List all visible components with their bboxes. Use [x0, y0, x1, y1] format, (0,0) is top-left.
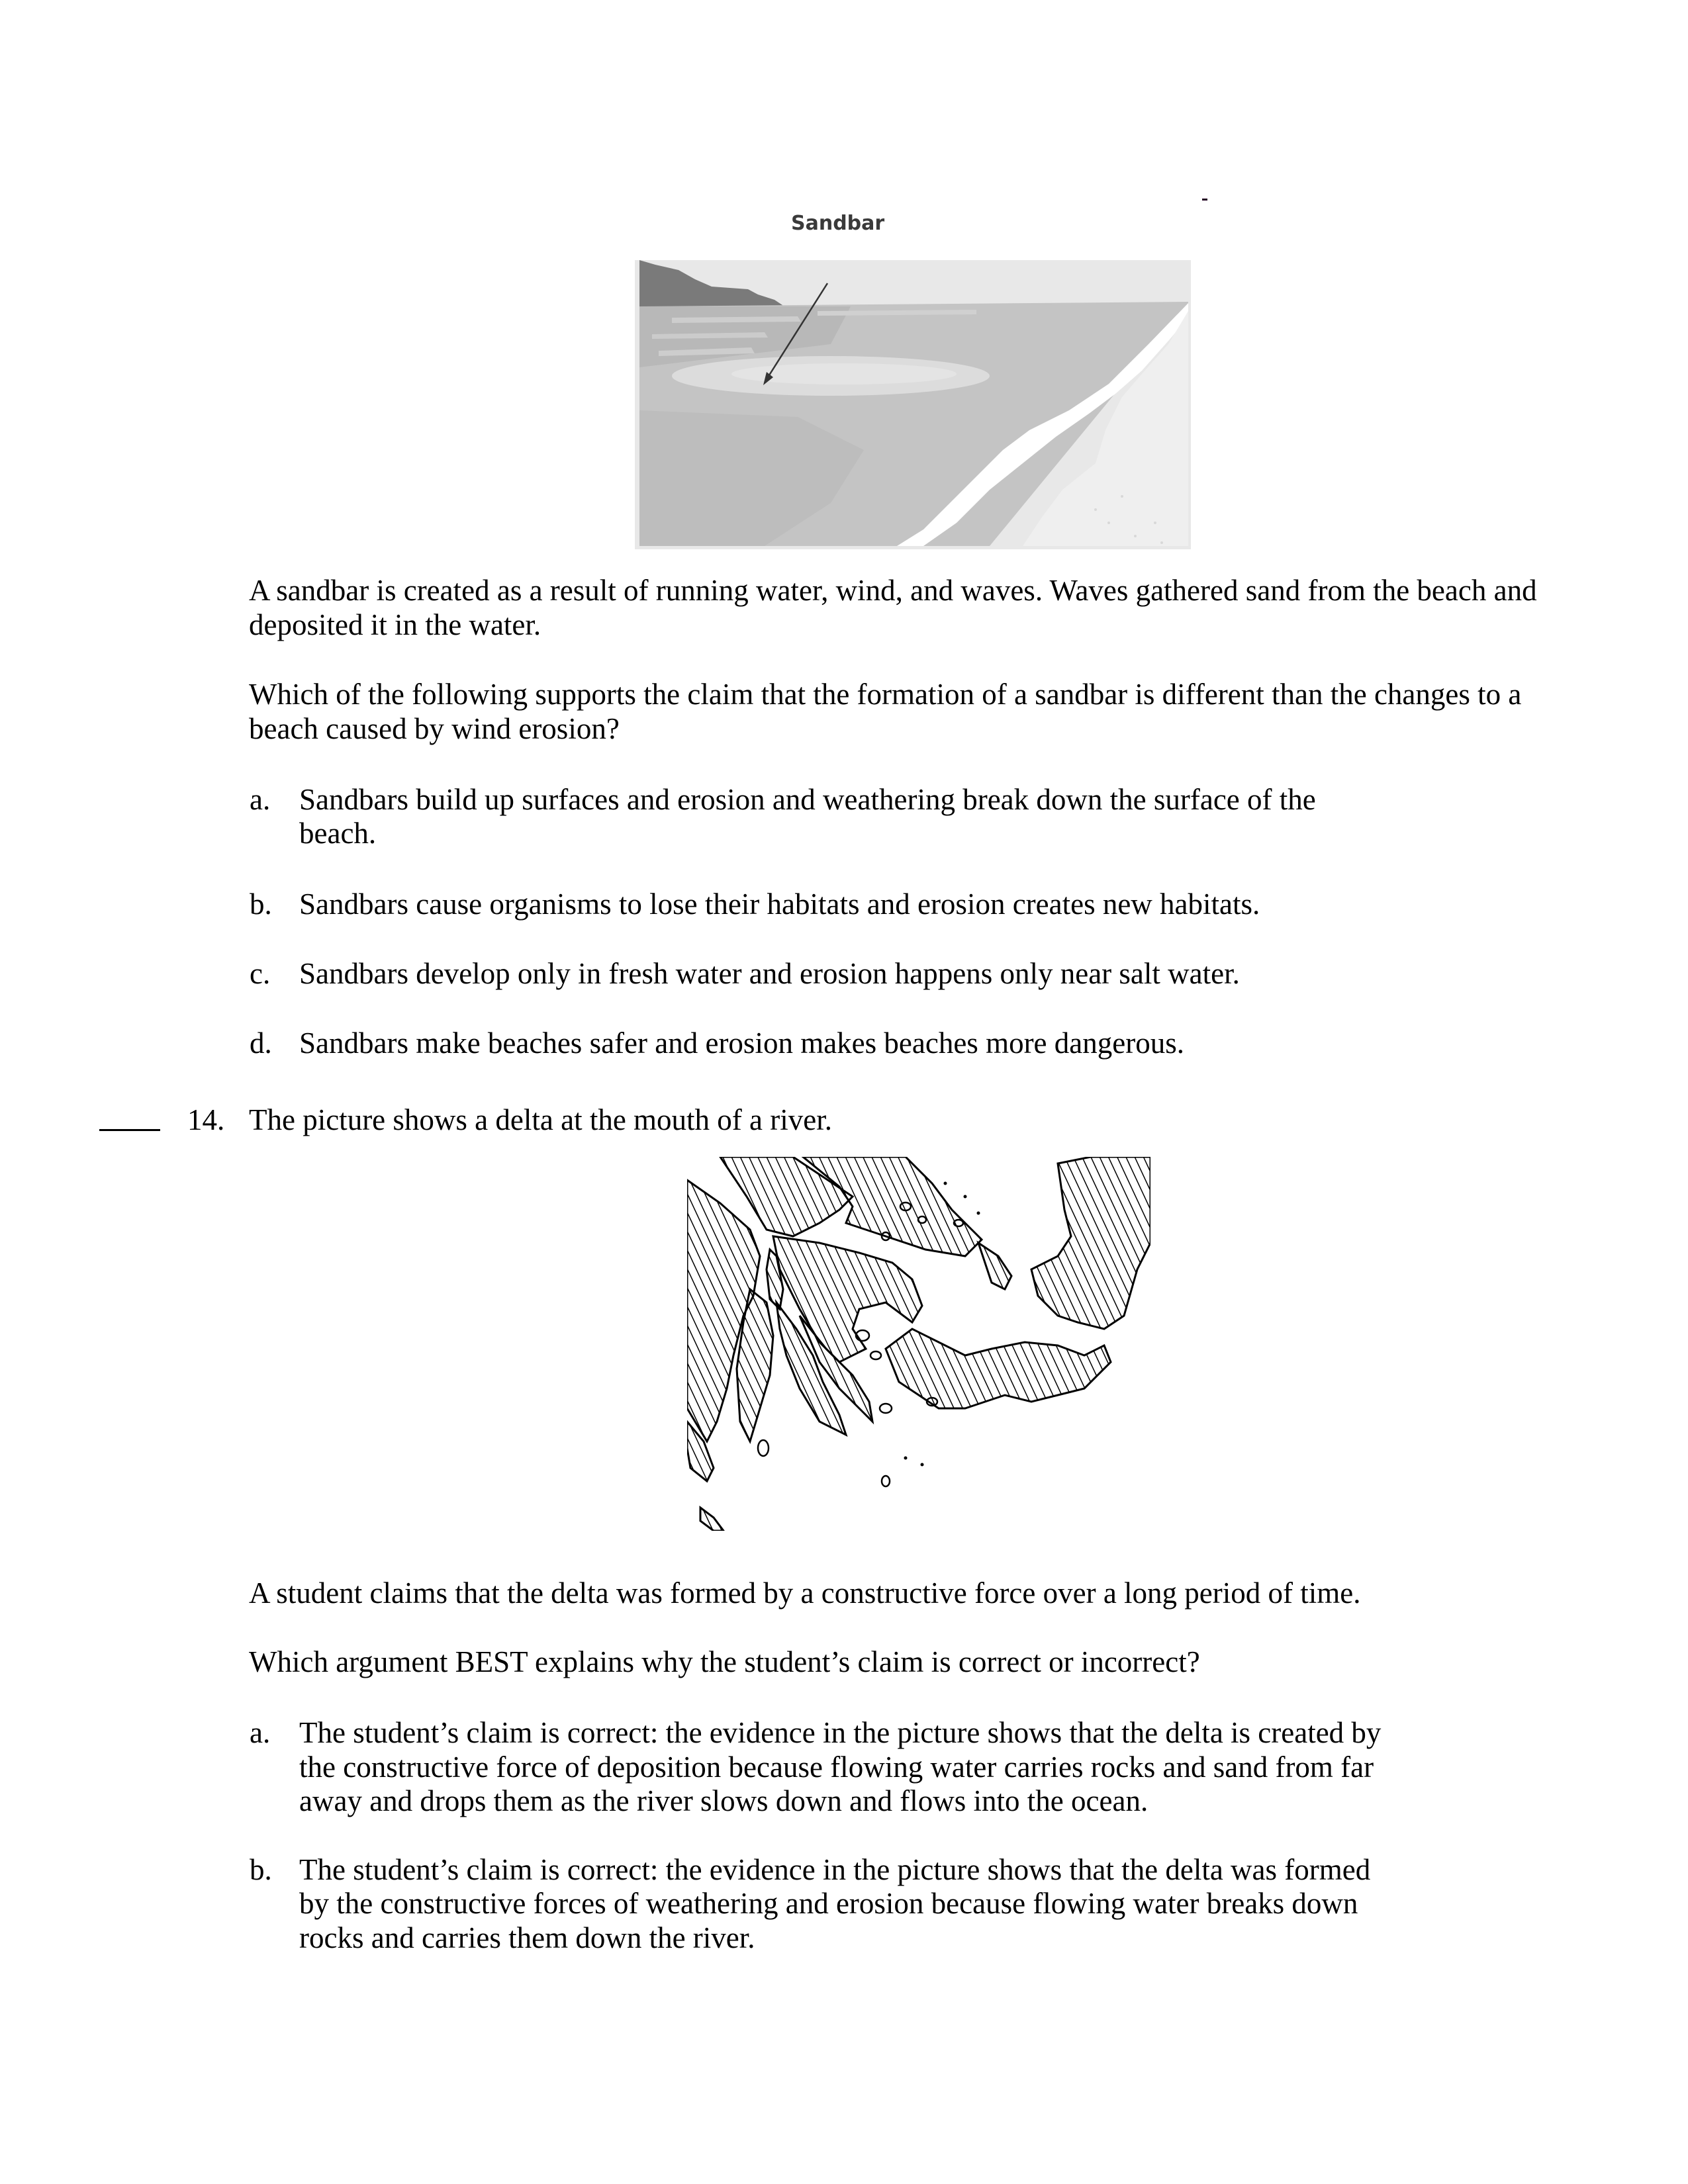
stray-dash-mark: [1202, 199, 1207, 201]
option-label: d.: [250, 1026, 272, 1060]
context-line-1: A sandbar is created as a result of running water, wind, and waves. Waves gathered sand from the beach and: [249, 574, 1537, 607]
sandbar-label: Sandbar: [791, 212, 885, 235]
sandbar-figure: [632, 212, 1195, 553]
option-label: b.: [250, 887, 272, 921]
delta-illustration: [687, 1157, 1150, 1531]
prompt-line-1: Which of the following supports the claim that the formation of a sandbar is different than the changes to a: [249, 678, 1522, 711]
option-label: a.: [250, 783, 271, 816]
option-label: c.: [250, 957, 271, 990]
option-text-line: Sandbars cause organisms to lose their habitats and erosion creates new habitats.: [299, 887, 1260, 921]
question-prompt: Which argument BEST explains why the student’s claim is correct or incorrect?: [249, 1645, 1200, 1678]
option-text-line: Sandbars build up surfaces and erosion and weathering break down the surface of the: [299, 783, 1316, 816]
option-label: b.: [250, 1853, 272, 1886]
delta-figure: [687, 1157, 1150, 1531]
sandbar-illustration: [632, 212, 1195, 553]
option-text-line: away and drops them as the river slows down and flows into the ocean.: [299, 1784, 1149, 1817]
question-number: 14.: [187, 1103, 225, 1136]
prompt-line-2: beach caused by wind erosion?: [249, 712, 620, 745]
option-label: a.: [250, 1716, 271, 1749]
option-text-line: Sandbars develop only in fresh water and erosion happens only near salt water.: [299, 957, 1240, 990]
option-text-line: The student’s claim is correct: the evidence in the picture shows that the delta was formed: [299, 1853, 1371, 1886]
claim-statement: A student claims that the delta was formed by a constructive force over a long period of time.: [249, 1576, 1361, 1610]
question-stem: The picture shows a delta at the mouth of a river.: [249, 1103, 832, 1136]
option-text-line: beach.: [299, 817, 377, 850]
option-text-line: Sandbars make beaches safer and erosion makes beaches more dangerous.: [299, 1026, 1184, 1060]
context-line-2: deposited it in the water.: [249, 608, 541, 641]
option-text-line: by the constructive forces of weathering and erosion because flowing water breaks down: [299, 1887, 1358, 1920]
option-text-line: The student’s claim is correct: the evidence in the picture shows that the delta is created by: [299, 1716, 1382, 1749]
answer-blank[interactable]: [99, 1129, 160, 1131]
option-text-line: rocks and carries them down the river.: [299, 1921, 755, 1954]
option-text-line: the constructive force of deposition because flowing water carries rocks and sand from far: [299, 1751, 1374, 1784]
